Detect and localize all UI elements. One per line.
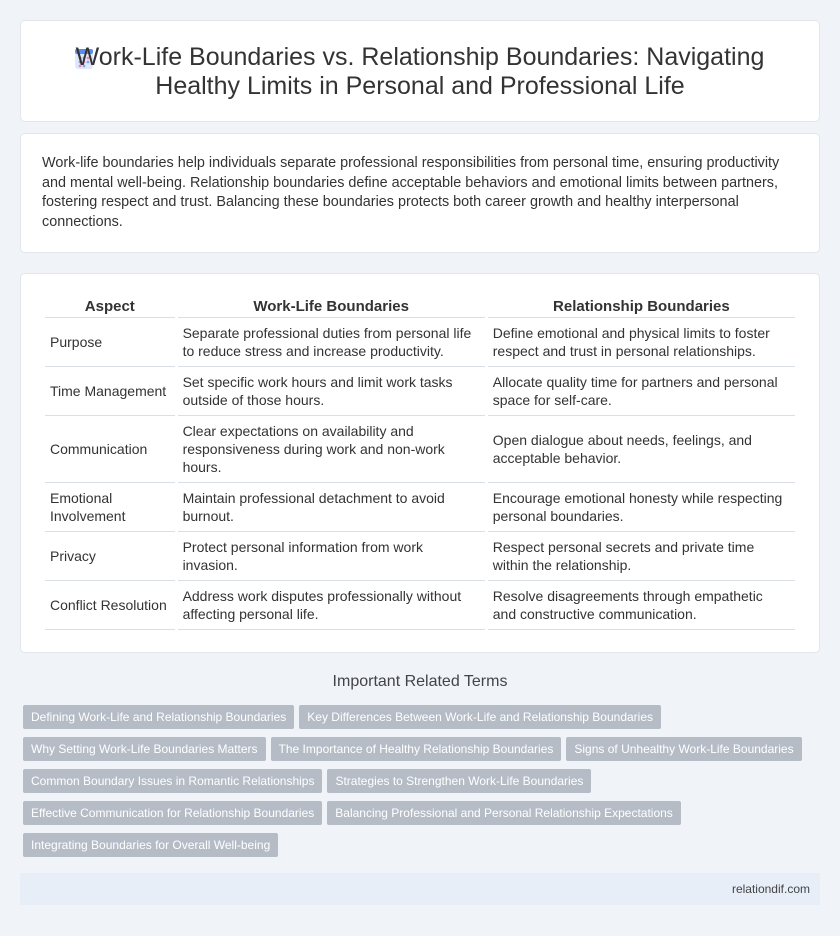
related-tag[interactable]: Signs of Unhealthy Work-Life Boundaries <box>566 737 801 761</box>
table-row <box>45 318 795 367</box>
row-worklife: Clear expectations on availability and responsiveness during work and non-work hours. <box>178 416 485 483</box>
table-row <box>45 367 795 416</box>
tag-row <box>23 705 823 737</box>
header-relationship: Relationship Boundaries <box>488 296 795 318</box>
row-aspect: Emotional Involvement <box>45 483 175 532</box>
row-worklife: Maintain professional detachment to avoid burnout. <box>178 483 485 532</box>
table-row <box>45 581 795 630</box>
row-aspect: Conflict Resolution <box>45 581 175 630</box>
intro-paragraph: Work-life boundaries help individuals separate professional responsibilities from personal time, ensuring productivity and mental well-being. Relationship boundaries define acceptable behaviors and emotional limits between partners, fostering respect and trust. Balancing these boundaries protects both career growth and healthy interpersonal connections. <box>42 155 780 230</box>
row-relationship: Encourage emotional honesty while respecting personal boundaries. <box>488 483 795 532</box>
related-tag[interactable]: Effective Communication for Relationship Boundaries <box>23 801 322 825</box>
header-worklife: Work-Life Boundaries <box>178 296 485 318</box>
tag-row <box>23 833 823 865</box>
table-row <box>45 532 795 581</box>
row-aspect: Communication <box>45 416 175 483</box>
related-tag[interactable]: Integrating Boundaries for Overall Well-being <box>23 833 278 857</box>
related-tag[interactable]: Why Setting Work-Life Boundaries Matters <box>23 737 266 761</box>
row-aspect: Purpose <box>45 318 175 367</box>
related-tag[interactable]: Strategies to Strengthen Work-Life Boundaries <box>327 769 591 793</box>
intro-card <box>20 133 820 253</box>
footer <box>20 873 820 905</box>
row-worklife: Separate professional duties from personal life to reduce stress and increase productivity. <box>178 318 485 367</box>
related-tag[interactable]: Defining Work-Life and Relationship Boundaries <box>23 705 294 729</box>
related-tag[interactable]: Common Boundary Issues in Romantic Relationships <box>23 769 322 793</box>
table-row <box>45 483 795 532</box>
site-link[interactable]: relationdif.com <box>731 882 810 896</box>
row-worklife: Protect personal information from work invasion. <box>178 532 485 581</box>
comparison-table-card <box>20 273 820 653</box>
related-tag[interactable]: Key Differences Between Work-Life and Relationship Boundaries <box>299 705 661 729</box>
row-relationship: Allocate quality time for partners and personal space for self-care. <box>488 367 795 416</box>
row-relationship: Respect personal secrets and private time within the relationship. <box>488 532 795 581</box>
related-tag[interactable]: Balancing Professional and Personal Relationship Expectations <box>327 801 681 825</box>
related-terms-title: Important Related Terms <box>332 673 508 690</box>
row-worklife: Address work disputes professionally without affecting personal life. <box>178 581 485 630</box>
comparison-table <box>42 296 798 630</box>
tag-row <box>23 737 823 769</box>
row-aspect: Privacy <box>45 532 175 581</box>
tag-row <box>23 769 823 801</box>
table-row <box>45 416 795 483</box>
row-relationship: Resolve disagreements through empathetic and constructive communication. <box>488 581 795 630</box>
related-tag[interactable]: The Importance of Healthy Relationship Boundaries <box>271 737 562 761</box>
row-relationship: Define emotional and physical limits to foster respect and trust in personal relationships. <box>488 318 795 367</box>
table-header-row <box>45 296 795 318</box>
row-aspect: Time Management <box>45 367 175 416</box>
header-aspect: Aspect <box>45 296 175 318</box>
row-relationship: Open dialogue about needs, feelings, and acceptable behavior. <box>488 416 795 483</box>
header-card <box>20 20 820 122</box>
tag-row <box>23 801 823 833</box>
row-worklife: Set specific work hours and limit work tasks outside of those hours. <box>178 367 485 416</box>
related-terms-list <box>23 705 823 865</box>
page-title: Work-Life Boundaries vs. Relationship Boundaries: Navigating Healthy Limits in Personal and Professional Life <box>75 43 765 100</box>
